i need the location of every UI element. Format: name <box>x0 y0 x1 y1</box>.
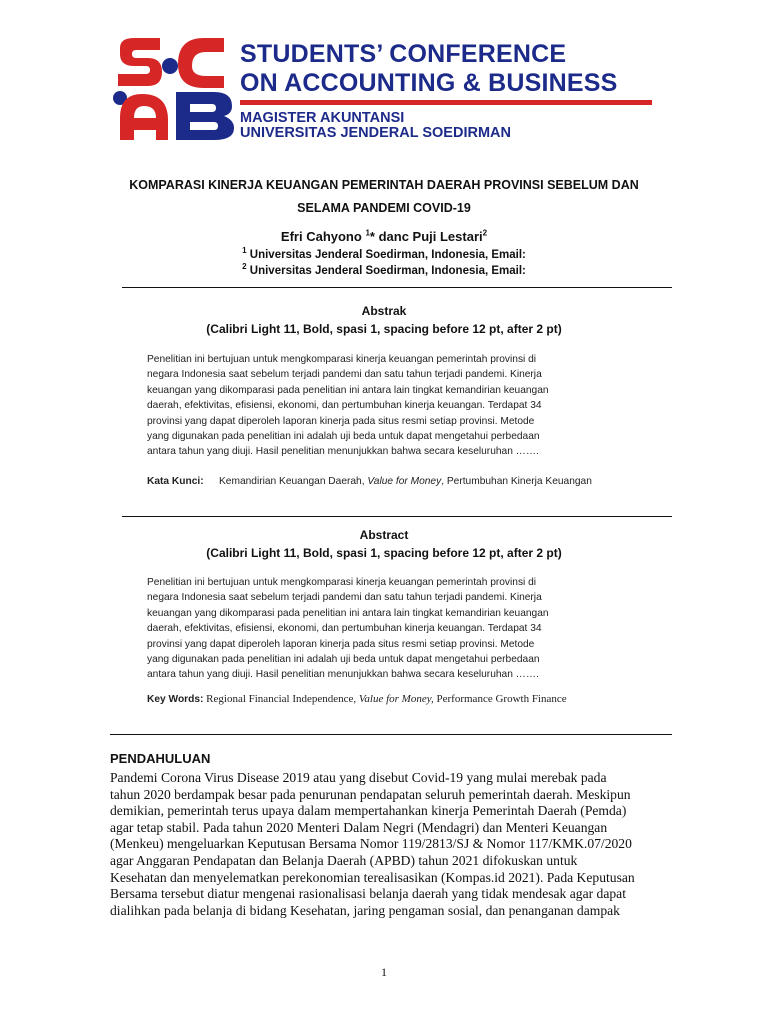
abstrak-line: negara Indonesia saat sebelum terjadi pandemi dan satu tahun terjadi pandemi. Kinerja <box>147 369 542 381</box>
intro-line: (Menkeu) mengeluarkan Keputusan Bersama Nomor 119/2813/SJ & Nomor 117/KMK.07/2020 <box>110 836 632 852</box>
abstract-heading <box>96 526 672 562</box>
abstrak-format-note: (Calibri Light 11, Bold, spasi 1, spacing before 12 pt, after 2 pt) <box>206 322 562 336</box>
kata-kunci-italic: Value for Money <box>367 476 442 487</box>
key-words-part1: Regional Financial Independence, <box>203 693 359 705</box>
scab-logo <box>112 34 236 142</box>
conference-subtitle-line2: UNIVERSITAS JENDERAL SOEDIRMAN <box>240 125 511 141</box>
intro-line: Bersama tersebut diatur mengenai rasionalisasi belanja daerah yang tidak mendesak agar dapat <box>110 886 626 902</box>
intro-line: agar tetap stabil. Pada tahun 2020 Menteri Dalam Negri (Mendagri) dan Menteri Keuangan <box>110 819 608 835</box>
kata-kunci-part1: Kemandirian Keuangan Daerah, <box>219 476 368 487</box>
intro-line: agar Anggaran Pendapatan dan Belanja Daerah (APBD) tahun 2021 difokuskan untuk <box>110 852 578 868</box>
author-2-superscript: 2 <box>482 228 488 238</box>
abstrak-line: Penelitian ini bertujuan untuk mengkomparasi kinerja keuangan pemerintah provinsi di <box>147 354 537 365</box>
abstrak-heading <box>96 302 672 338</box>
conference-title-line1: STUDENTS’ CONFERENCE <box>240 40 567 68</box>
affiliation-2 <box>96 264 672 279</box>
intro-line: demikian, pemerintah terus upaya dalam mempertahankan kinerja Pemerintah Daerah (Pemda) <box>110 803 627 819</box>
conference-header <box>112 34 672 144</box>
abstract-format-note: (Calibri Light 11, Bold, spasi 1, spacing before 12 pt, after 2 pt) <box>206 546 562 560</box>
abstract-body <box>147 575 622 683</box>
conference-title-line2: ON ACCOUNTING & BUSINESS <box>240 69 618 97</box>
abstract-line: yang digunakan pada penelitian ini adalah uji beda untuk dapat mengetahui perbedaan <box>147 654 540 666</box>
conference-divider-bar <box>240 100 652 105</box>
key-words-part2: Performance Growth Finance <box>433 693 567 705</box>
affiliation-1-text: Universitas Jenderal Soedirman, Indonesia, Email: <box>246 249 526 261</box>
author-1-superscript: 1 <box>365 228 370 238</box>
abstract-line: negara Indonesia saat sebelum terjadi pandemi dan satu tahun terjadi pandemi. Kinerja <box>147 592 542 604</box>
affiliation-1-superscript: 1 <box>242 246 247 256</box>
author-line <box>96 228 672 246</box>
kata-kunci-label: Kata Kunci: <box>147 476 204 487</box>
scab-logo-mark <box>112 34 236 142</box>
abstrak-body <box>147 352 622 460</box>
affiliation-2-superscript: 2 <box>242 262 247 272</box>
page-number: 1 <box>381 965 387 979</box>
intro-line: tahun 2020 berdampak besar pada penurunan pendapatan seluruh pemerintah daerah. Meskipun <box>110 786 631 802</box>
intro-line: Kesehatan dan menyelematkan perekonomian terealisasikan (Kompas.id 2021). Pada Keputusan <box>110 869 635 885</box>
abstrak-line: yang digunakan pada penelitian ini adalah uji beda untuk dapat mengetahui perbedaan <box>147 431 540 443</box>
key-words <box>147 691 622 708</box>
conference-subtitle-line1: MAGISTER AKUNTANSI <box>240 110 405 126</box>
paper-title-line2: SELAMA PANDEMI COVID-19 <box>297 201 471 215</box>
conference-title <box>240 40 618 98</box>
divider-rule-2 <box>122 516 672 517</box>
divider-rule-3 <box>110 734 672 735</box>
abstract-line: keuangan yang dikomparasi pada penelitian ini antara lain tingkat kemandirian keuangan <box>147 607 549 619</box>
abstrak-line: keuangan yang dikomparasi pada penelitian ini antara lain tingkat kemandirian keuangan <box>147 384 549 396</box>
abstrak-heading-title: Abstrak <box>361 304 407 318</box>
kata-kunci-part2: , Pertumbuhan Kinerja Keuangan <box>441 476 592 487</box>
author-2: Puji Lestari <box>412 229 483 244</box>
author-1: Efri Cahyono <box>280 229 362 244</box>
abstract-line: provinsi yang dapat diperoleh laporan kinerja pada situs resmi setiap provinsi. Metode <box>147 638 535 650</box>
abstrak-line: daerah, efektivitas, efisiensi, ekonomi, dan pertumbuhan kinerja keuangan. Terdapat 34 <box>147 400 542 412</box>
conference-subtitle <box>240 111 511 141</box>
abstract-line: daerah, efektivitas, efisiensi, ekonomi, dan pertumbuhan kinerja keuangan. Terdapat 34 <box>147 623 542 635</box>
kata-kunci-text <box>219 474 622 490</box>
key-words-label: Key Words: <box>147 694 204 705</box>
abstrak-line: antara tahun yang diuji. Hasil penelitian menunjukkan bahwa secara keseluruhan ……. <box>147 446 539 458</box>
key-words-italic: Value for Money, <box>358 693 434 705</box>
abstrak-line: provinsi yang dapat diperoleh laporan kinerja pada situs resmi setiap provinsi. Metode <box>147 415 535 427</box>
abstract-line: Penelitian ini bertujuan untuk mengkomparasi kinerja keuangan pemerintah provinsi di <box>147 577 537 588</box>
paper-title <box>96 174 672 220</box>
affiliation-2-text: Universitas Jenderal Soedirman, Indonesia, Email: <box>246 265 526 277</box>
affiliation-1 <box>96 248 672 263</box>
intro-line: Pandemi Corona Virus Disease 2019 atau yang disebut Covid-19 yang mulai merebak pada <box>110 770 607 785</box>
section-heading-pendahuluan: PENDAHULUAN <box>110 751 211 766</box>
divider-rule-1 <box>122 287 672 288</box>
intro-line: dialihkan pada belanja di bidang Kesehatan, jaring pengaman sosial, dan penanganan dampak <box>110 902 620 918</box>
abstract-line: antara tahun yang diuji. Hasil penelitian menunjukkan bahwa secara keseluruhan ……. <box>147 669 539 681</box>
abstract-heading-title: Abstract <box>359 528 409 542</box>
paper-title-line1: KOMPARASI KINERJA KEUANGAN PEMERINTAH DAERAH PROVINSI SEBELUM DAN <box>129 178 639 192</box>
introduction-body <box>110 770 656 919</box>
kata-kunci <box>147 474 622 490</box>
author-separator: * danc <box>369 229 413 244</box>
